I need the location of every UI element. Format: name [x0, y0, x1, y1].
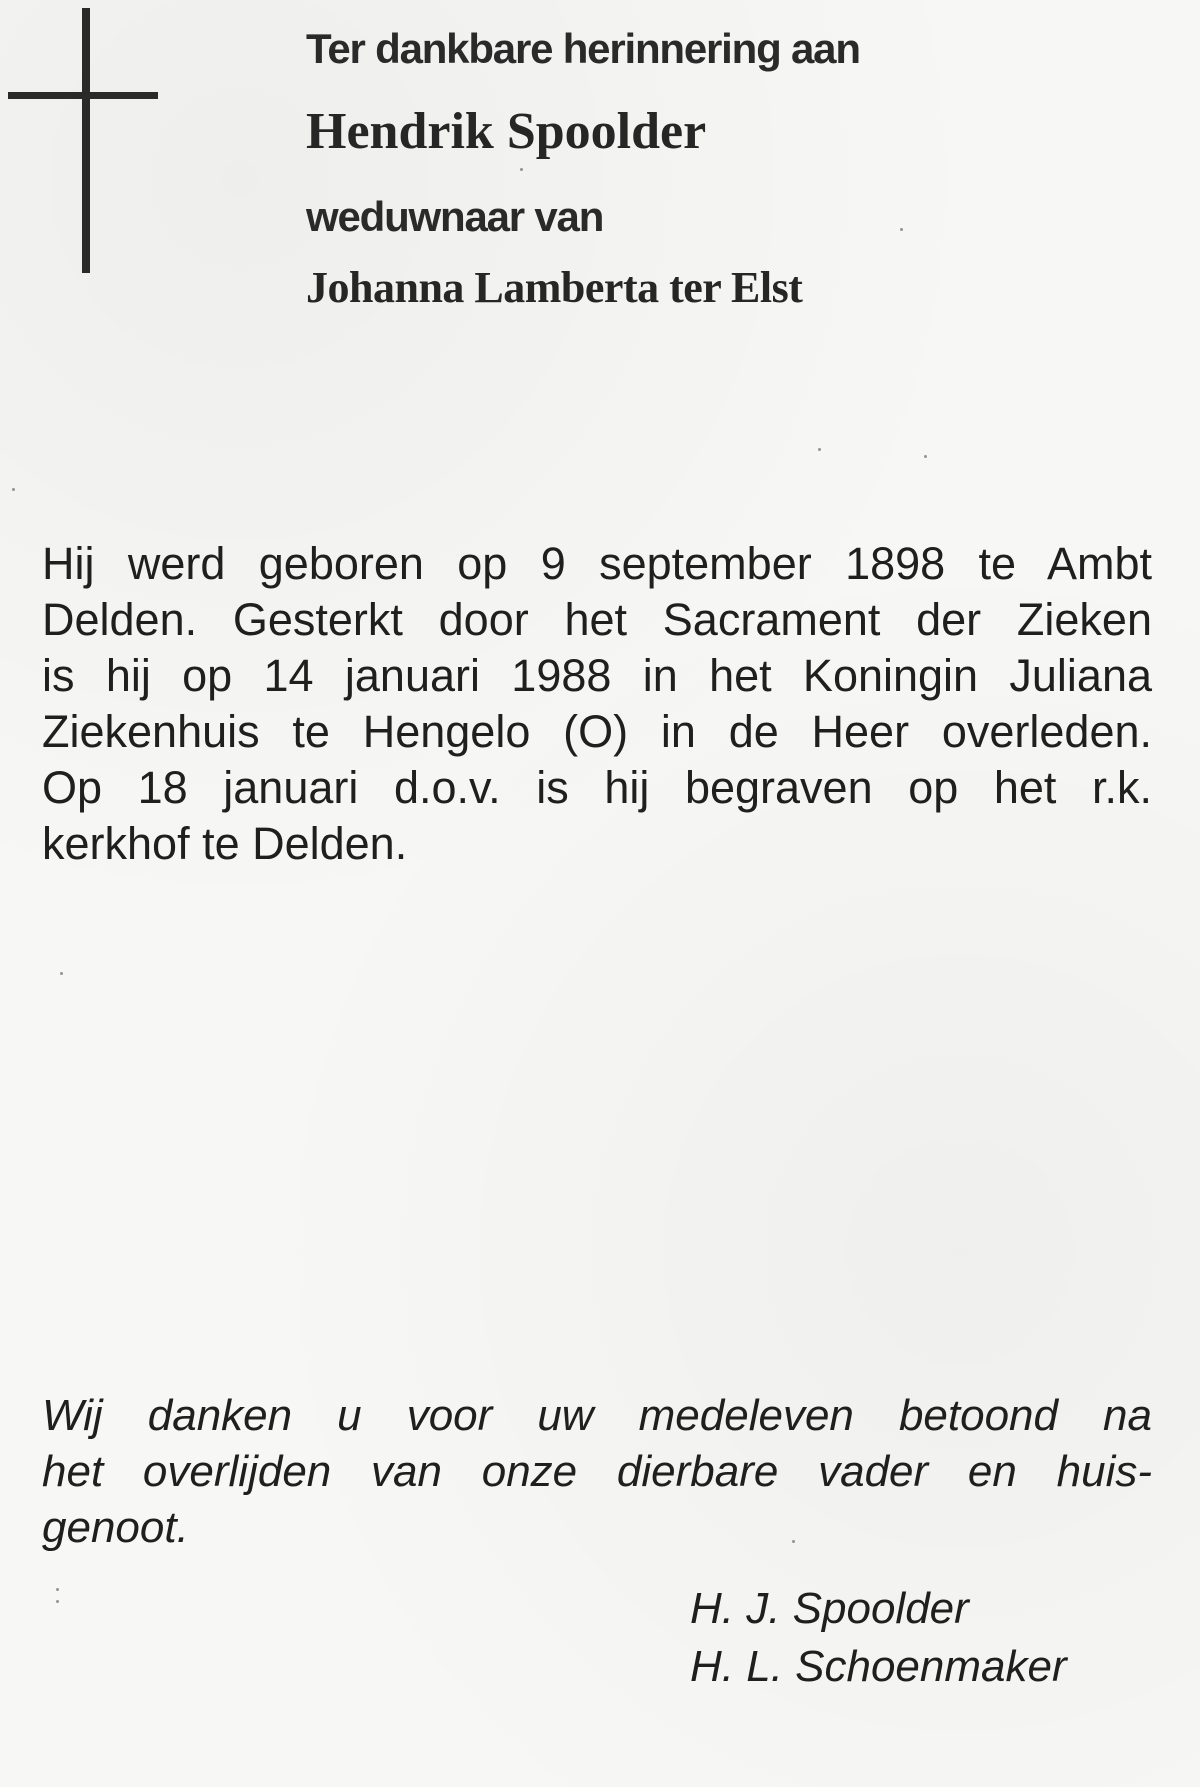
biography-line: Delden. Gesterkt door het Sacrament der Zieken: [42, 594, 1152, 645]
latin-cross-icon: [8, 8, 158, 273]
print-speck: [56, 1588, 59, 1591]
print-speck: [818, 448, 821, 451]
spouse-name: Johanna Lamberta ter Elst: [306, 263, 803, 312]
biography-line: Op 18 januari d.o.v. is hij begraven op het r.k.: [42, 762, 1152, 813]
thanks-line: genoot.: [42, 1503, 189, 1552]
print-speck: [60, 972, 63, 975]
biography-line: Hij werd geboren op 9 september 1898 te Ambt: [42, 538, 1152, 589]
biography-line: Ziekenhuis te Hengelo (O) in de Heer overleden.: [42, 706, 1152, 757]
thanks-line: Wij danken u voor uw medeleven betoond na: [42, 1391, 1152, 1440]
print-speck: [520, 168, 523, 171]
dedication-intro: Ter dankbare herinnering aan: [306, 25, 860, 72]
print-speck: [56, 1600, 59, 1603]
signatures-block: [690, 1580, 1067, 1696]
deceased-name: Hendrik Spoolder: [306, 103, 707, 160]
thanks-paragraph: [42, 1388, 1152, 1556]
widower-of-label: weduwnaar van: [306, 193, 604, 240]
cross-horizontal-bar: [8, 92, 158, 99]
biography-line: is hij op 14 januari 1988 in het Koningin Juliana: [42, 650, 1152, 701]
signature-name: H. L. Schoenmaker: [690, 1642, 1067, 1691]
print-speck: [924, 455, 927, 458]
biography-paragraph: [42, 536, 1152, 872]
cross-vertical-bar: [82, 8, 90, 273]
print-speck: [12, 488, 15, 491]
thanks-line: het overlijden van onze dierbare vader en huis-: [42, 1447, 1152, 1496]
print-speck: [900, 228, 903, 231]
biography-line: kerkhof te Delden.: [42, 818, 408, 869]
signature-name: H. J. Spoolder: [690, 1584, 969, 1633]
